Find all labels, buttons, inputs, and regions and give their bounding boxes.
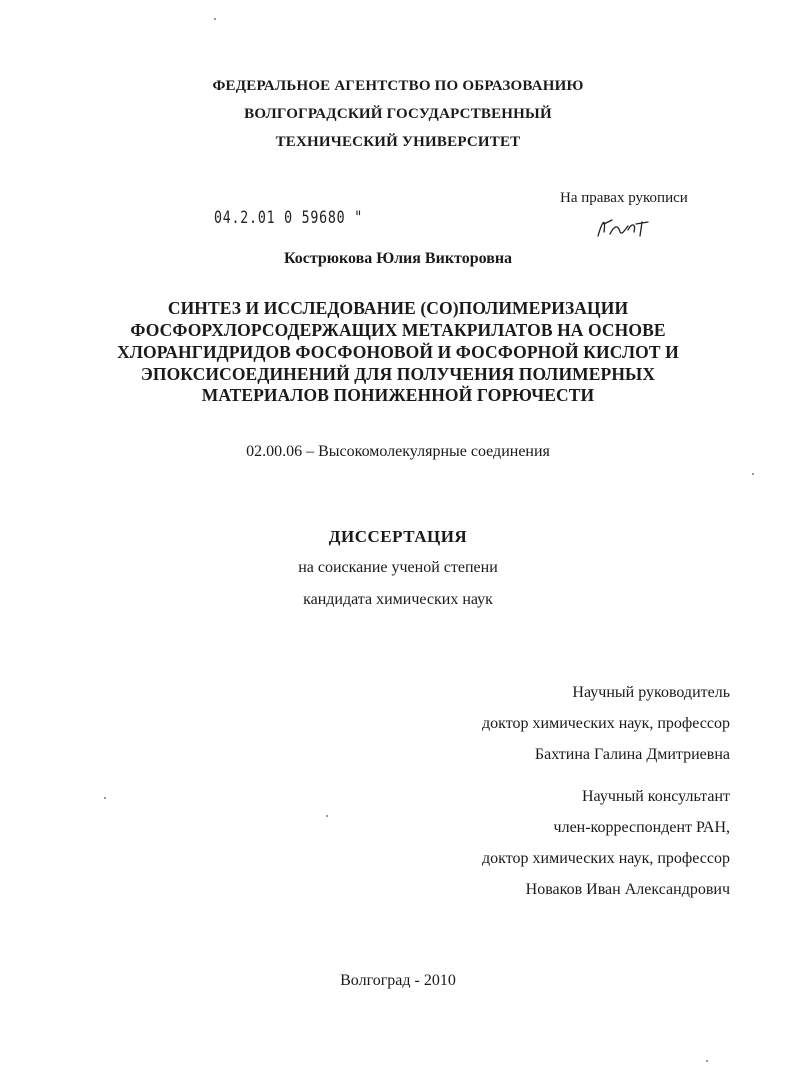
registration-number: 04.2.01 0 59680 " xyxy=(214,208,363,228)
title-line-3: ХЛОРАНГИДРИДОВ ФОСФОНОВОЙ И ФОСФОРНОЙ КИСЛОТ И xyxy=(117,342,679,362)
signature-icon xyxy=(592,212,652,242)
consultant-title-1: член-корреспондент РАН, xyxy=(553,819,730,836)
supervisor-name: Бахтина Галина Дмитриевна xyxy=(534,746,730,763)
specialty-code: 02.00.06 – Высокомолекулярные соединения xyxy=(246,443,550,460)
title-line-5: МАТЕРИАЛОВ ПОНИЖЕННОЙ ГОРЮЧЕСТИ xyxy=(201,385,595,405)
consultant-role: Научный консультант xyxy=(582,788,730,805)
scan-speck xyxy=(706,1060,708,1062)
manuscript-note: На правах рукописи xyxy=(560,190,688,206)
document-type: ДИССЕРТАЦИЯ xyxy=(328,527,468,546)
header-university-line2: ТЕХНИЧЕСКИЙ УНИВЕРСИТЕТ xyxy=(275,134,521,150)
supervisor-role: Научный руководитель xyxy=(572,684,730,701)
scan-speck xyxy=(214,18,216,20)
consultant-title-2: доктор химических наук, профессор xyxy=(482,850,730,867)
consultant-name: Новаков Иван Александрович xyxy=(525,881,730,898)
degree-line-1: на соискание ученой степени xyxy=(298,559,498,576)
city-year: Волгоград - 2010 xyxy=(340,972,456,989)
supervisor-title: доктор химических наук, профессор xyxy=(482,715,730,732)
header-university-line1: ВОЛГОГРАДСКИЙ ГОСУДАРСТВЕННЫЙ xyxy=(244,106,552,122)
scan-speck xyxy=(752,473,754,475)
title-line-1: СИНТЕЗ И ИССЛЕДОВАНИЕ (СО)ПОЛИМЕРИЗАЦИИ xyxy=(167,298,629,318)
title-line-2: ФОСФОРХЛОРСОДЕРЖАЩИХ МЕТАКРИЛАТОВ НА ОСНОВЕ xyxy=(130,320,666,340)
scan-speck xyxy=(104,797,106,799)
title-line-4: ЭПОКСИСОЕДИНЕНИЙ ДЛЯ ПОЛУЧЕНИЯ ПОЛИМЕРНЫХ xyxy=(140,364,656,384)
scan-speck xyxy=(326,815,328,817)
author-name: Кострюкова Юлия Викторовна xyxy=(283,250,513,267)
degree-line-2: кандидата химических наук xyxy=(303,591,493,608)
header-agency: ФЕДЕРАЛЬНОЕ АГЕНТСТВО ПО ОБРАЗОВАНИЮ xyxy=(212,78,584,94)
